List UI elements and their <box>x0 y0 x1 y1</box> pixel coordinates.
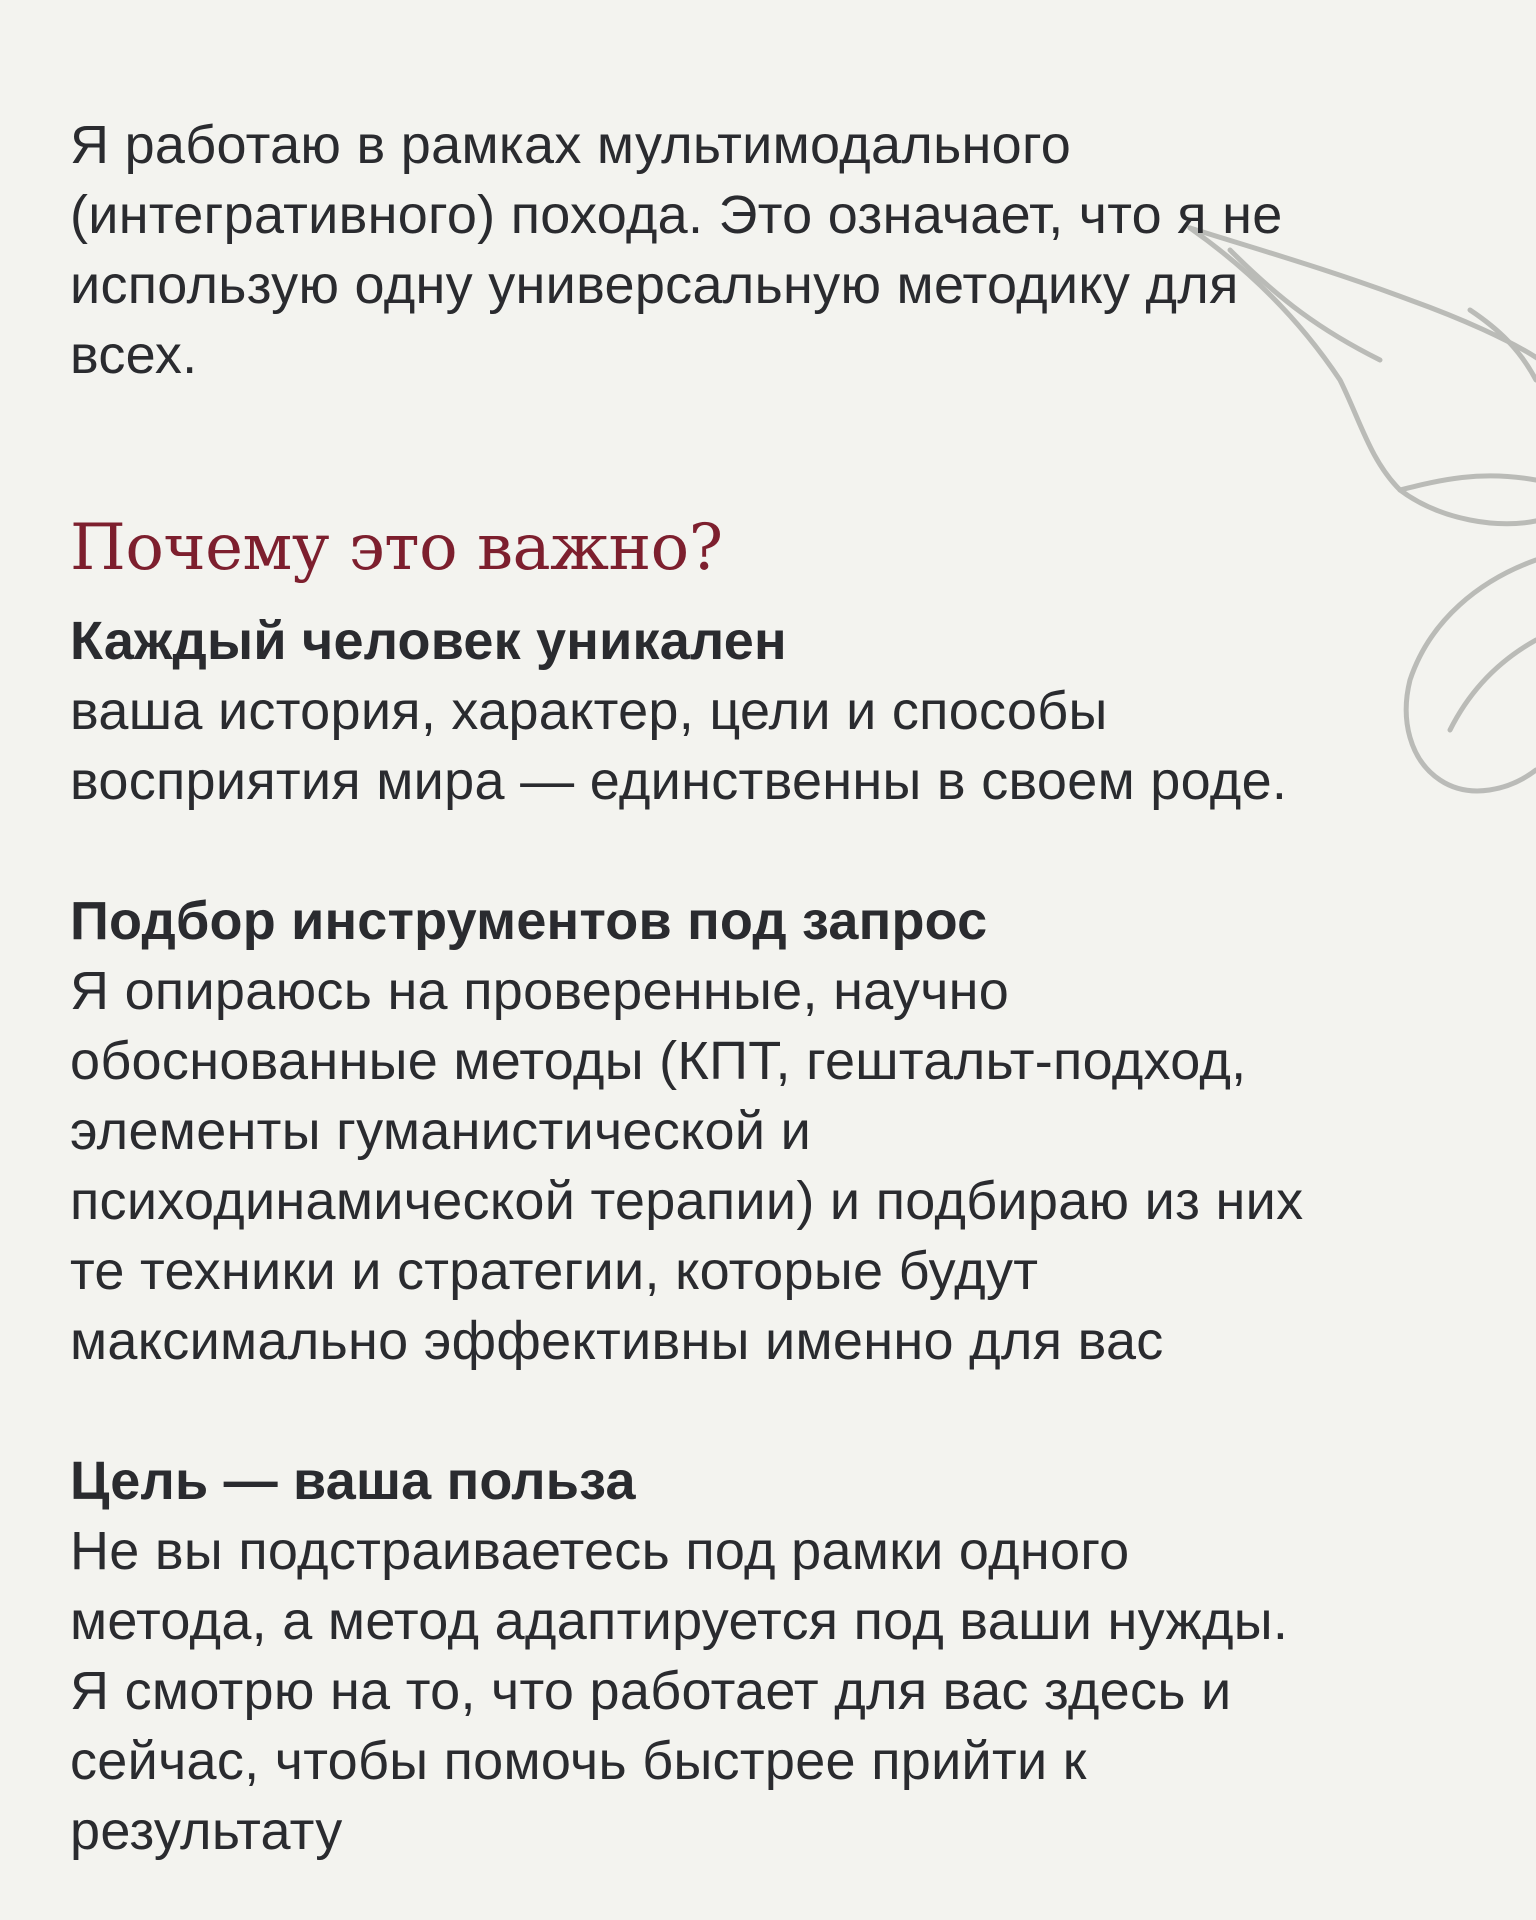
section-tool-selection <box>70 886 1480 1376</box>
content <box>70 110 1480 1866</box>
section-title: Цель — ваша польза <box>70 1451 636 1511</box>
section-body: Я опираюсь на проверенные, научно обоснованные методы (КПТ, гештальт-подход, элементы гуманистической и психодинамической терапии) и подбираю из них те техники и стратегии, которые будут максимально эффективны именно для вас <box>70 961 1304 1371</box>
section-body: ваша история, характер, цели и способы восприятия мира — единственны в своем роде. <box>70 681 1288 811</box>
section-body: Не вы подстраиваетесь под рамки одного метода, а метод адаптируется под ваши нужды. Я смотрю на то, что работает для вас здесь и сейчас, чтобы помочь быстрее прийти к результату <box>70 1521 1289 1861</box>
section-unique-person <box>70 606 1480 816</box>
intro-paragraph: Я работаю в рамках мультимодального (интегративного) похода. Это означает, что я не использую одну универсальную методику для всех. <box>70 115 1283 385</box>
section-heading: Почему это важно? <box>70 511 723 585</box>
section-title: Подбор инструментов под запрос <box>70 891 988 951</box>
section-title: Каждый человек уникален <box>70 611 787 671</box>
section-goal-benefit <box>70 1446 1480 1866</box>
